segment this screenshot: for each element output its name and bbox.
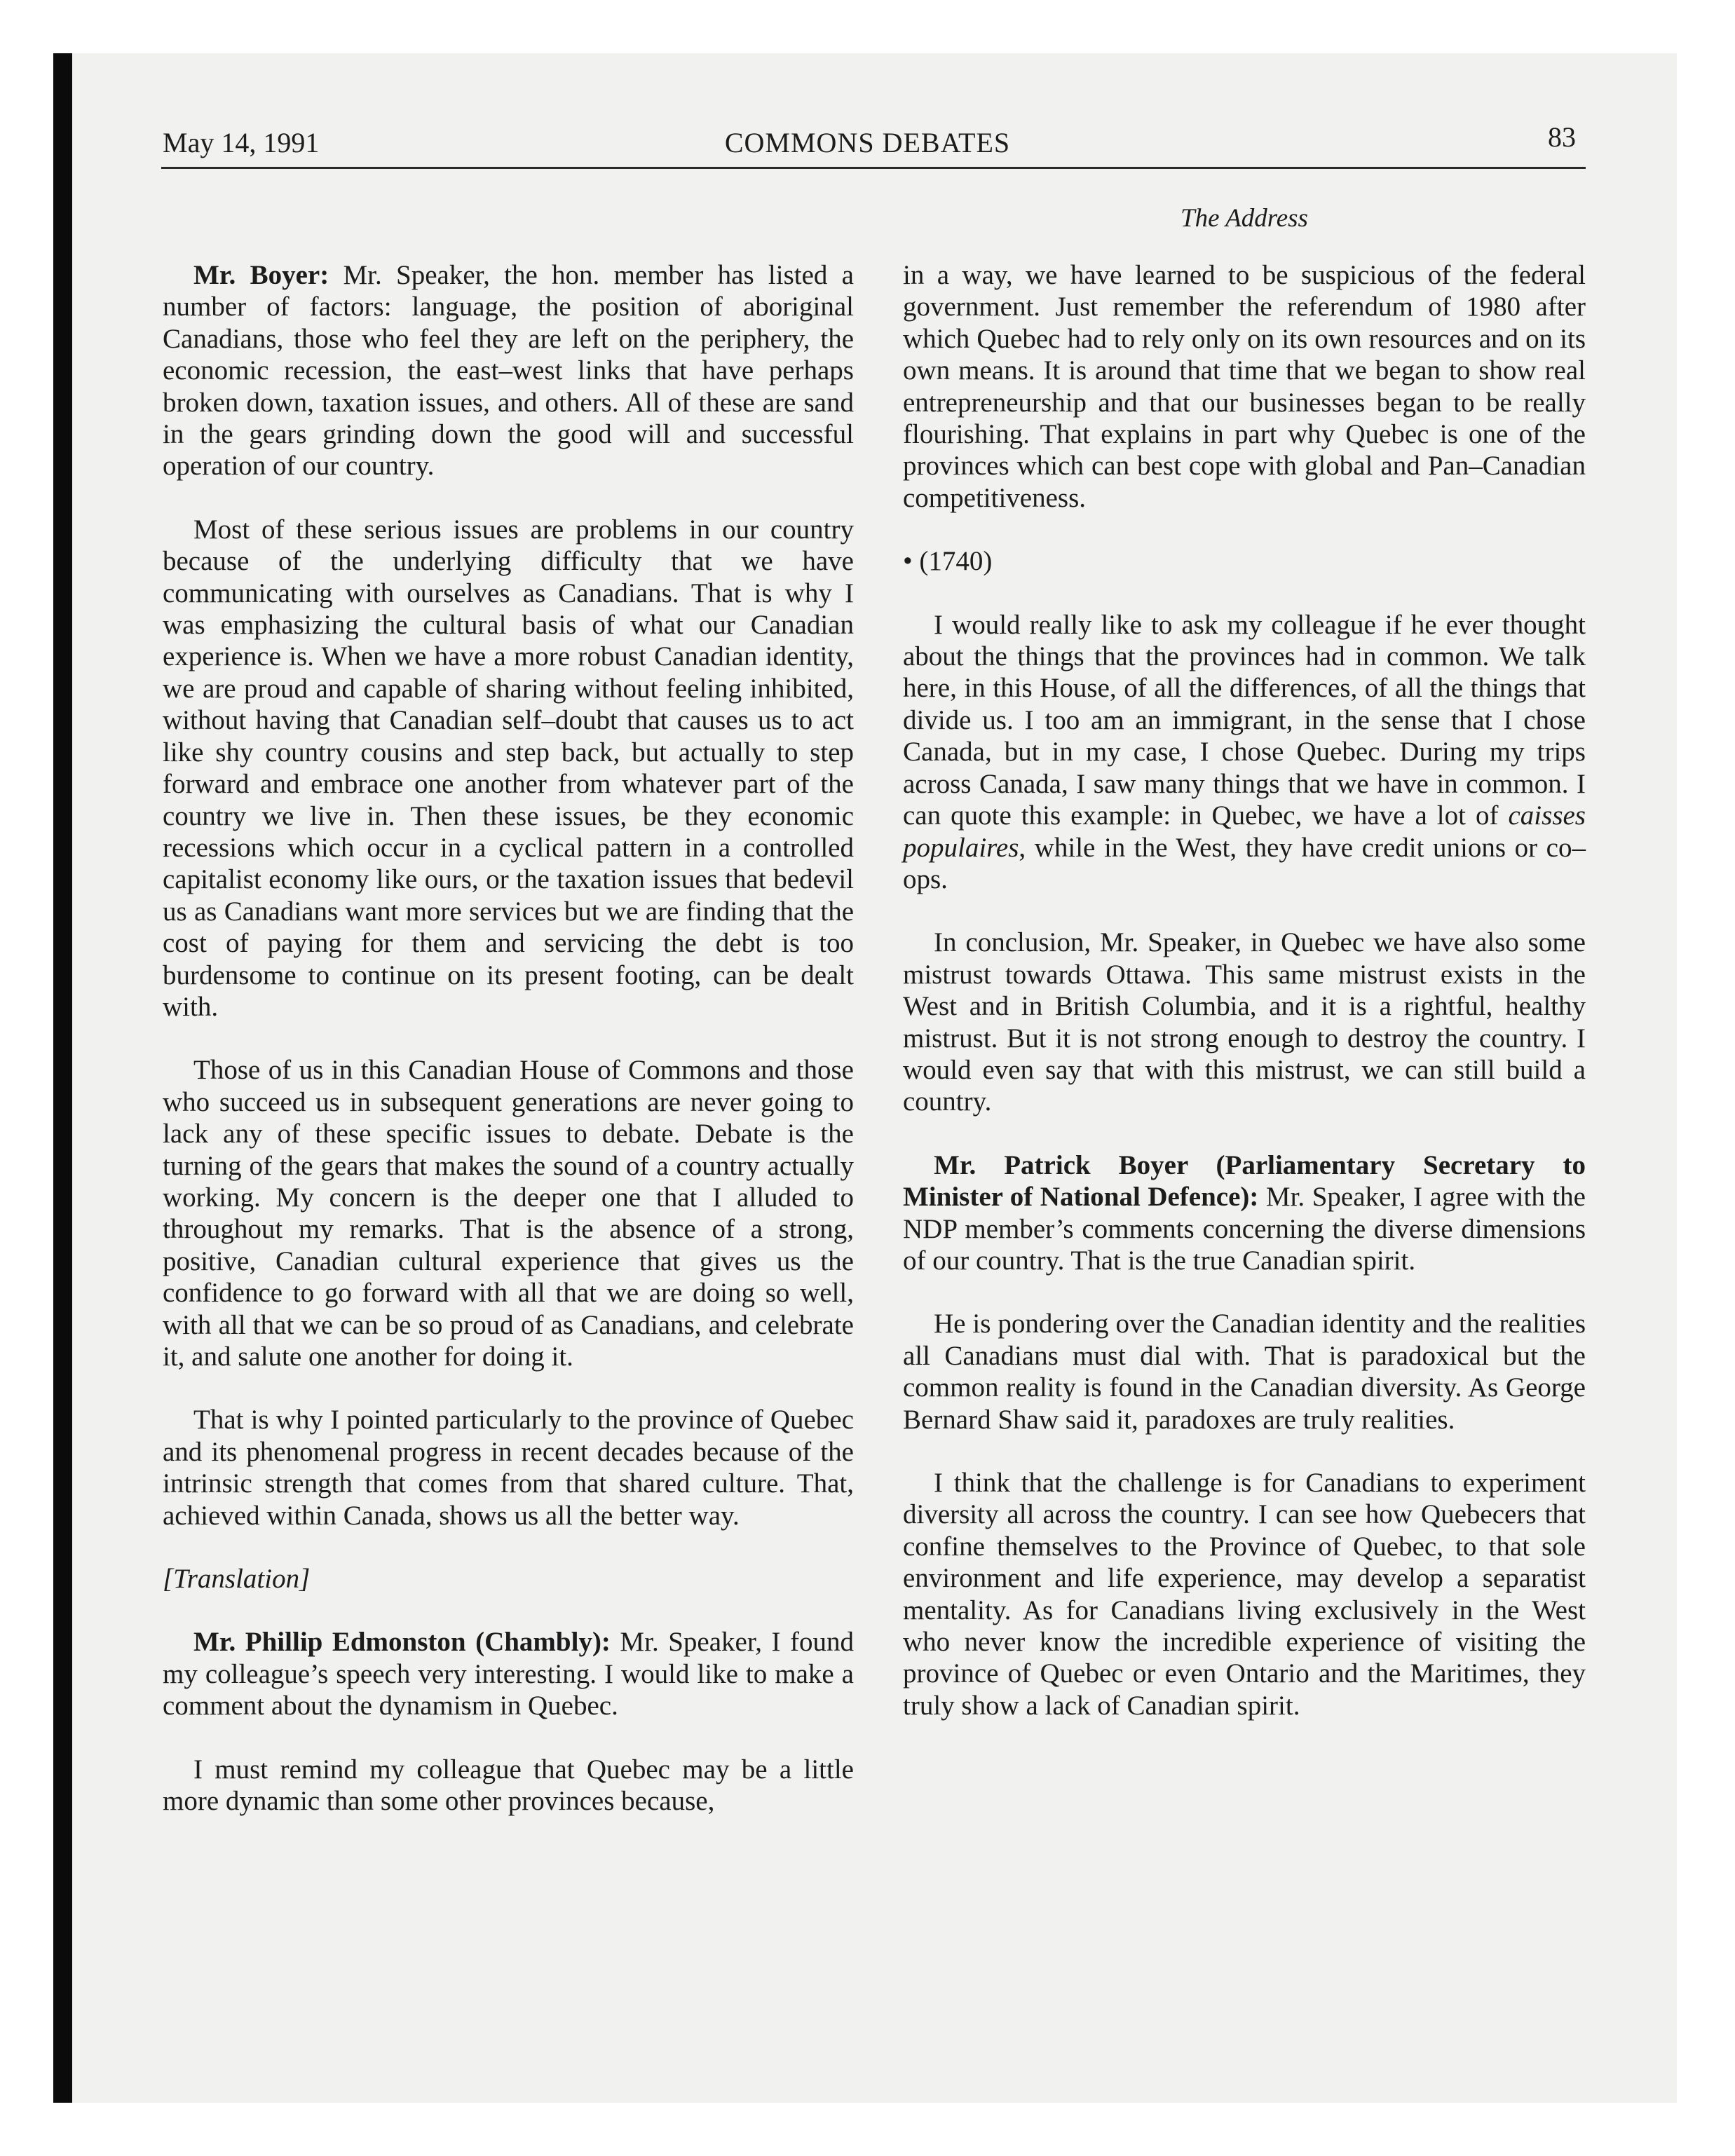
italic-term: caisses populaires (903, 800, 1586, 863)
scan-border (53, 53, 72, 2103)
right-column (903, 259, 1586, 1753)
time-marker: • (1740) (903, 546, 993, 577)
paragraph: I think that the challenge is for Canadians to experiment diversity all across the country. I can see how Quebecers that confine themselves to the Province of Quebec, to that sole environment and life experience, may develop a separatist mentality. As for Canadians living exclusively in the West who never know the incredible experience of visiting the province of Quebec or even Ontario and the Maritimes, they truly show a lack of Canadian spirit. (903, 1468, 1586, 1721)
speech-text: I would really like to ask my colleague if he ever thought about the things that the provinces had in common. We talk here, in this House, of all the differences, of all the things that divide us. I too am an immigrant, in the sense that I chose Canada, but in my case, I chose Quebec. During my trips across Canada, I saw many things that we have in common. I can quote this example: in Quebec, we have a lot of (903, 609, 1586, 831)
paragraph: I must remind my colleague that Quebec may be a little more dynamic than some other provinces because, (163, 1754, 854, 1817)
paragraph (163, 259, 854, 482)
paragraph: Those of us in this Canadian House of Commons and those who succeed us in subsequent generations are never going to lack any of these specific issues to debate. Debate is the turning of the gears that makes the sound of a country actually working. My concern is the deeper one that I alluded to throughout my remarks. That is the absence of a strong, positive, Canadian cultural experience that gives us the confidence to go forward with all that we are doing so well, with all that we can be so proud of as Canadians, and celebrate it, and salute one another for doing it. (163, 1055, 854, 1372)
paragraph (163, 1626, 854, 1721)
header-date: May 14, 1991 (163, 127, 320, 158)
paragraph: That is why I pointed particularly to the province of Quebec and its phenomenal progress in recent decades because of the intrinsic strength that comes from that shared culture. That, achieved within Canada, shows us all the better way. (163, 1405, 854, 1531)
speech-text: Mr. Speaker, I agree with the NDP member’s comments concerning the diverse dimensions of our country. That is the true Canadian spirit. (903, 1182, 1586, 1276)
speaker-name: Mr. Boyer: (193, 260, 329, 290)
page-number: 83 (1548, 121, 1576, 153)
paragraph: He is pondering over the Canadian identity and the realities all Canadians must dial with. That is paradoxical but the common reality is found in the Canadian diversity. As George Bernard Shaw said it, paradoxes are truly realities. (903, 1309, 1586, 1435)
speech-text: , while in the West, they have credit unions or co–ops. (903, 832, 1586, 894)
paragraph: Most of these serious issues are problems in our country because of the underlying difficulty that we have communicating with ourselves as Canadians. That is why I was emphasizing the cultural basis of what our Canadian experience is. When we have a more robust Canadian identity, we are proud and capable of sharing without feeling inhibited, without having that Canadian self–doubt that causes us to act like shy country cousins and step back, but actually to step forward and embrace one another from whatever part of the country we live in. Then these issues, be they economic recessions which occur in a cyclical pattern in a controlled capitalist economy like ours, or the taxation issues that bedevil us as Canadians want more services but we are finding that the cost of paying for them and servicing the debt is too burdensome to continue on its present footing, can be dealt with. (163, 514, 854, 1022)
translation-tag: [Translation] (163, 1564, 311, 1595)
paragraph: In conclusion, Mr. Speaker, in Quebec we have also some mistrust towards Ottawa. This same mistrust exists in the West and in British Columbia, and it is a rightful, healthy mistrust. But it is not strong enough to destroy the country. I would even say that with this mistrust, we can still build a country. (903, 927, 1586, 1117)
speech-text: Mr. Speaker, I found my colleague’s speech very interesting. I would like to make a comment about the dynamism in Quebec. (163, 1627, 854, 1721)
header-title: COMMONS DEBATES (724, 127, 1011, 158)
speaker-name: Mr. Phillip Edmonston (Chambly): (193, 1627, 611, 1658)
paragraph (903, 609, 1586, 896)
left-column (163, 259, 854, 1848)
speech-text: Mr. Speaker, the hon. member has listed a number of factors: language, the position of aboriginal Canadians, those who feel they are left on the periphery, the economic recession, the east–west links that have perhaps broken down, taxation issues, and others. All of these are sand in the gears grinding down the good will and successful operation of our country. (163, 260, 854, 482)
section-title: The Address (1181, 204, 1308, 233)
paragraph (903, 1149, 1586, 1277)
paragraph: in a way, we have learned to be suspicious of the federal government. Just remember the referendum of 1980 after which Quebec had to rely only on its own resources and on its own means. It is around that time that we began to show real entrepreneurship and that our businesses began to be really flourishing. That explains in part why Quebec is one of the provinces which can best cope with global and Pan–Canadian competitiveness. (903, 260, 1586, 513)
header-rule (161, 167, 1586, 169)
speaker-name: Mr. Patrick Boyer (Parliamentary Secretary to Minister of National Defence): (903, 1149, 1586, 1213)
